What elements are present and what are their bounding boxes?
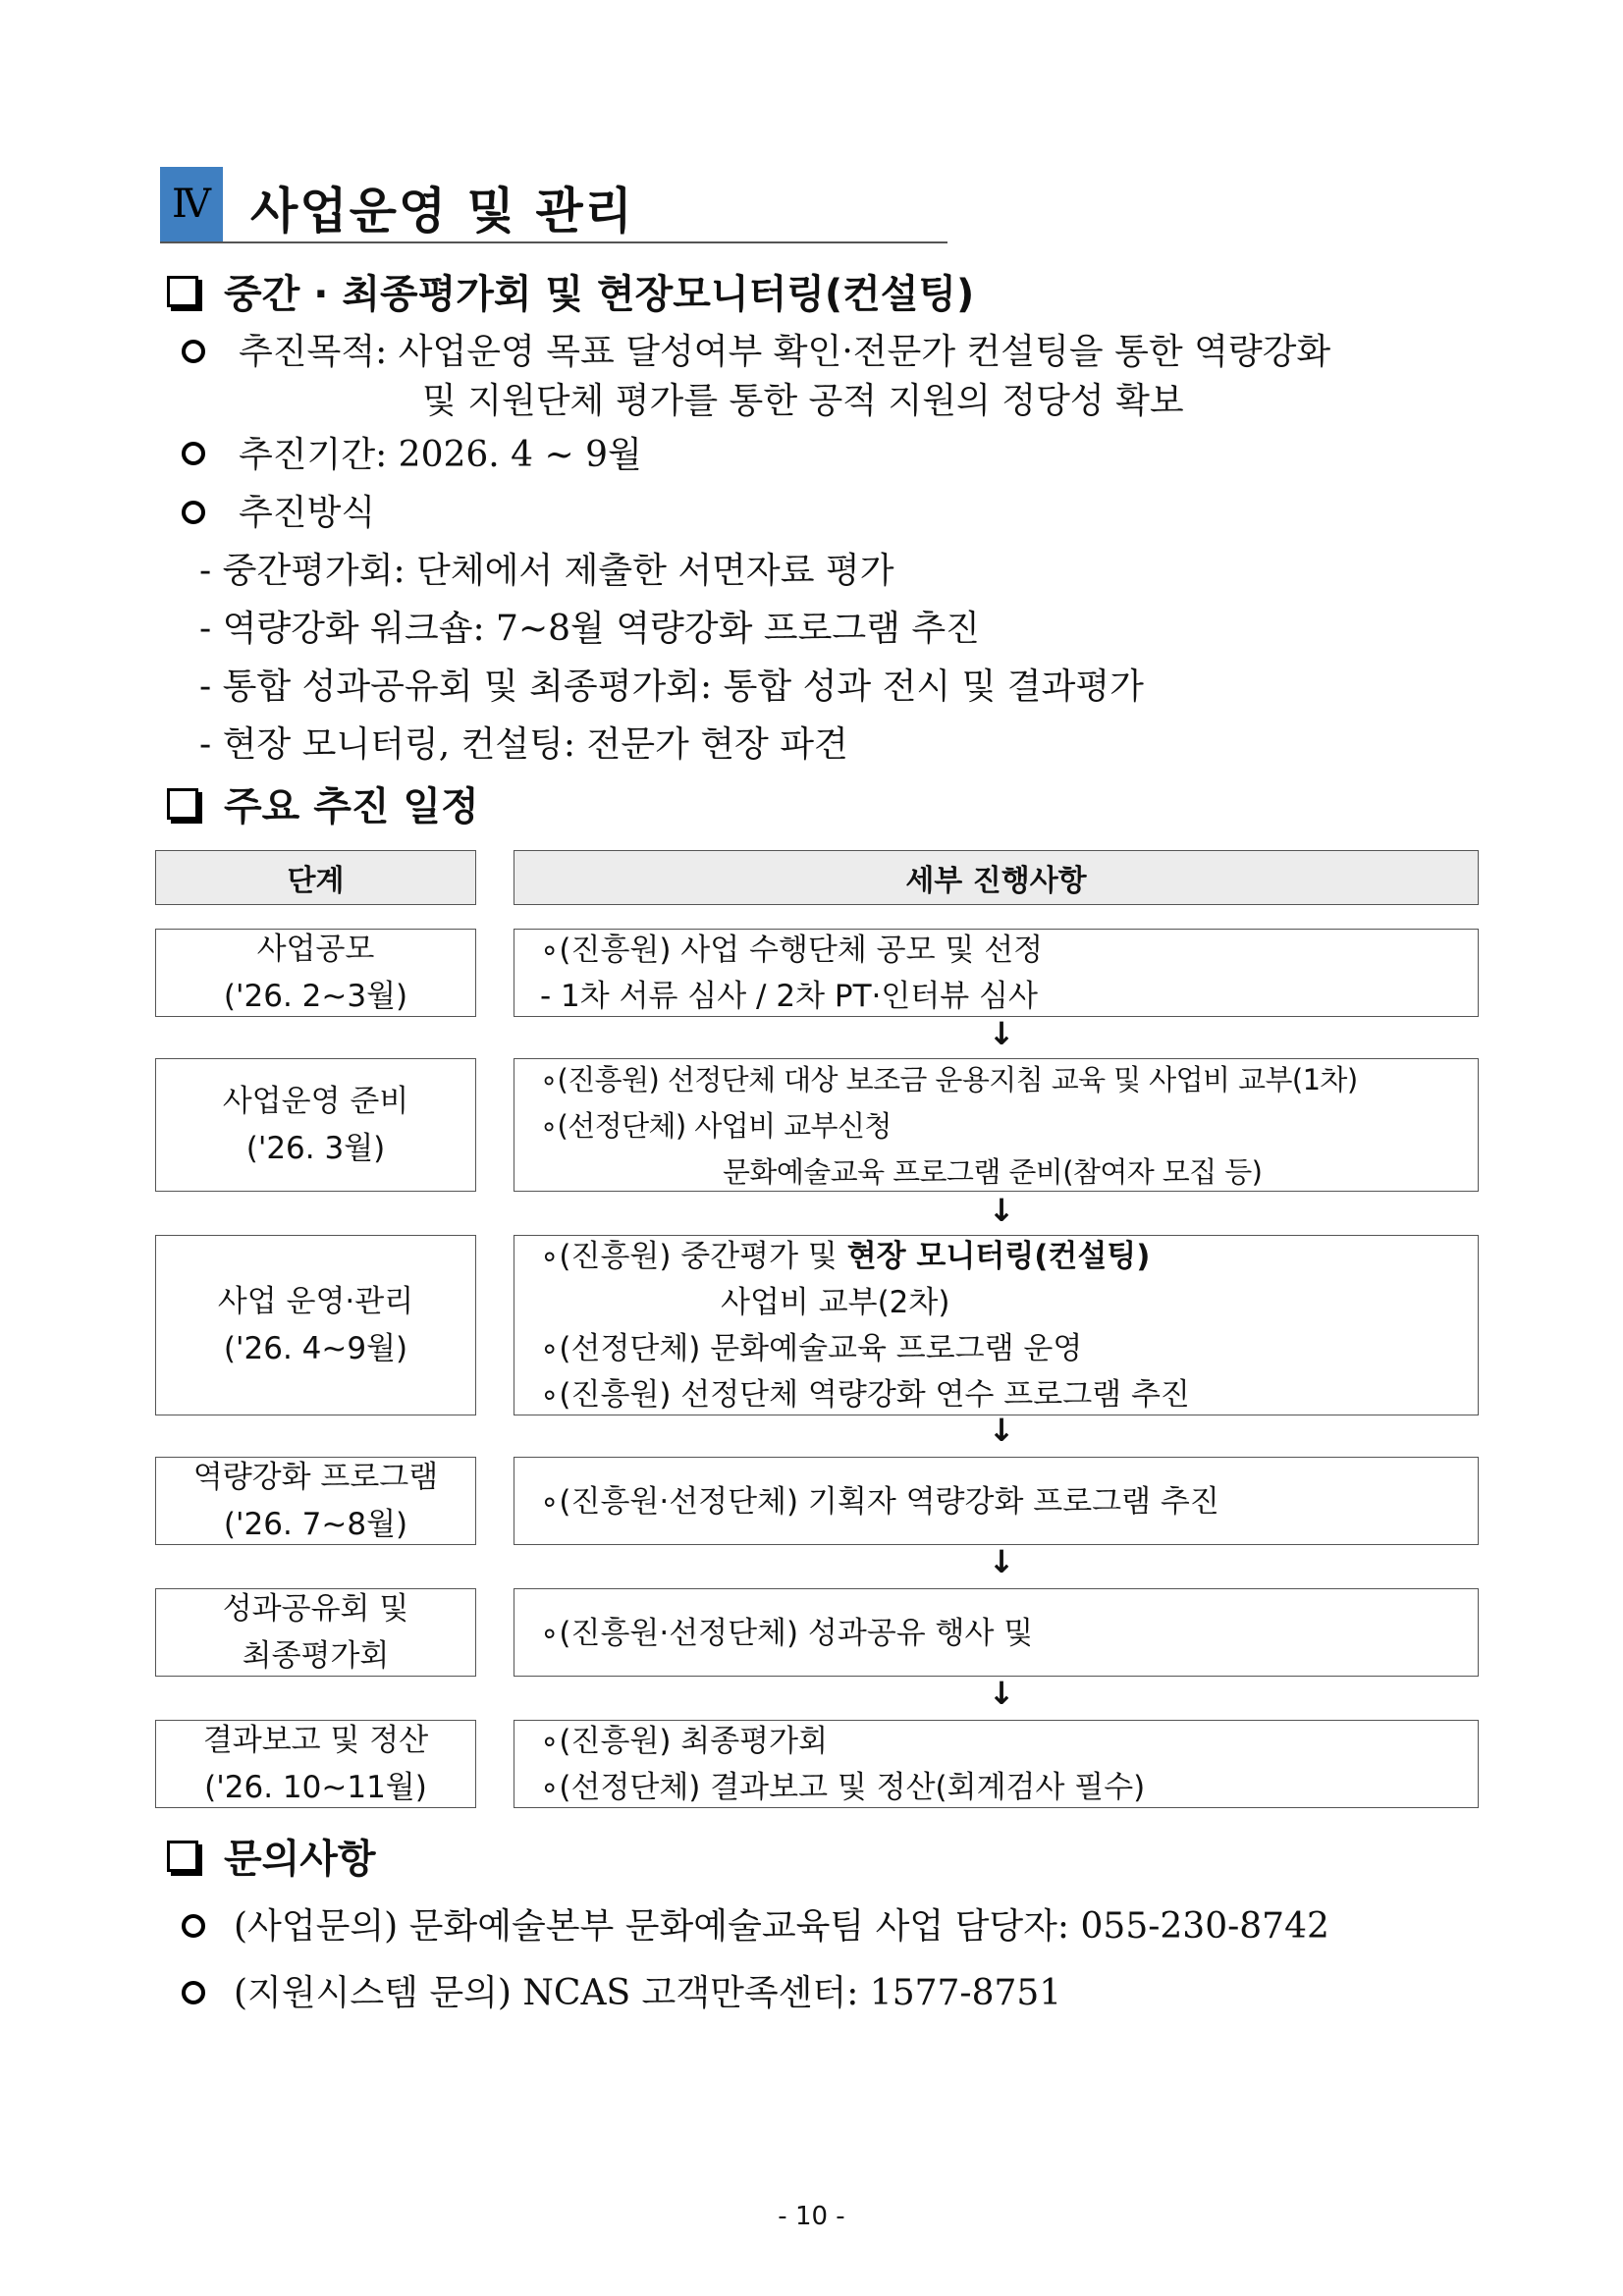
stage-cell: 역량강화 프로그램 ('26. 7~8월) (155, 1457, 476, 1545)
down-arrow-icon: ↓ (988, 1675, 1015, 1712)
stage-cell: 사업운영 준비 ('26. 3월) (155, 1058, 476, 1192)
detail-cell: ∘(진흥원) 중간평가 및 현장 모니터링(컨설팅) 사업비 교부(2차) ∘(선정단체) 문화예술교육 프로그램 운영 ∘(진흥원) 선정단체 역량강화 연수 프로그램 추진 (514, 1235, 1479, 1415)
stage-cell: 사업 운영·관리 ('26. 4~9월) (155, 1235, 476, 1415)
schedule-heading: 주요 추진 일정 (167, 775, 479, 831)
evaluation-heading: 중간 · 최종평가회 및 현장모니터링(컨설팅) (167, 263, 974, 319)
column-header-stage: 단계 (155, 850, 476, 905)
circle-bullet-icon (182, 340, 205, 363)
square-bullet-icon (167, 788, 198, 820)
period-line: 추진기간: 2026. 4 ~ 9월 (239, 435, 642, 475)
section-title: 사업운영 및 관리 (250, 183, 634, 240)
circle-bullet-icon (182, 1981, 205, 2004)
circle-bullet-icon (182, 1914, 205, 1938)
inquiry-business: (사업문의) 문화예술본부 문화예술교육팀 사업 담당자: 055-230-8742 (234, 1906, 1329, 1947)
method-item: - 중간평가회: 단체에서 제출한 서면자료 평가 (199, 551, 894, 591)
purpose-line-1: 추진목적: 사업운영 목표 달성여부 확인·전문가 컨설팅을 통한 역량강화 (239, 332, 1331, 372)
inquiry-heading: 문의사항 (167, 1828, 376, 1884)
circle-bullet-icon (182, 442, 205, 465)
detail-cell: ∘(진흥원) 선정단체 대상 보조금 운용지침 교육 및 사업비 교부(1차) ∘(선정단체) 사업비 교부신청 문화예술교육 프로그램 준비(참여자 모집 등) (514, 1058, 1479, 1192)
method-label: 추진방식 (239, 493, 376, 533)
detail-cell: ∘(진흥원·선정단체) 성과공유 행사 및 (514, 1588, 1479, 1677)
stage-cell: 성과공유회 및 최종평가회 (155, 1588, 476, 1677)
down-arrow-icon: ↓ (988, 1543, 1015, 1580)
detail-cell: ∘(진흥원·선정단체) 기획자 역량강화 프로그램 추진 (514, 1457, 1479, 1545)
down-arrow-icon: ↓ (988, 1192, 1015, 1229)
method-item: - 현장 모니터링, 컨설팅: 전문가 현장 파견 (199, 724, 848, 765)
purpose-line-2: 및 지원단체 평가를 통한 공적 지원의 정당성 확보 (422, 381, 1184, 421)
down-arrow-icon: ↓ (988, 1015, 1015, 1052)
detail-cell: ∘(진흥원) 최종평가회 ∘(선정단체) 결과보고 및 정산(회계검사 필수) (514, 1720, 1479, 1808)
detail-cell: ∘(진흥원) 사업 수행단체 공모 및 선정 - 1차 서류 심사 / 2차 PT·인터뷰 심사 (514, 929, 1479, 1017)
square-bullet-icon (167, 276, 198, 307)
circle-bullet-icon (182, 501, 205, 524)
stage-cell: 사업공모 ('26. 2~3월) (155, 929, 476, 1017)
square-bullet-icon (167, 1841, 198, 1872)
section-underline (160, 241, 947, 243)
down-arrow-icon: ↓ (988, 1412, 1015, 1449)
inquiry-system: (지원시스템 문의) NCAS 고객만족센터: 1577-8751 (234, 1973, 1062, 2013)
page-number: - 10 - (778, 2202, 845, 2231)
method-item: - 역량강화 워크숍: 7~8월 역량강화 프로그램 추진 (199, 609, 980, 649)
section-number-badge: Ⅳ (160, 167, 223, 241)
stage-cell: 결과보고 및 정산 ('26. 10~11월) (155, 1720, 476, 1808)
column-header-detail: 세부 진행사항 (514, 850, 1479, 905)
method-item: - 통합 성과공유회 및 최종평가회: 통합 성과 전시 및 결과평가 (199, 667, 1144, 707)
